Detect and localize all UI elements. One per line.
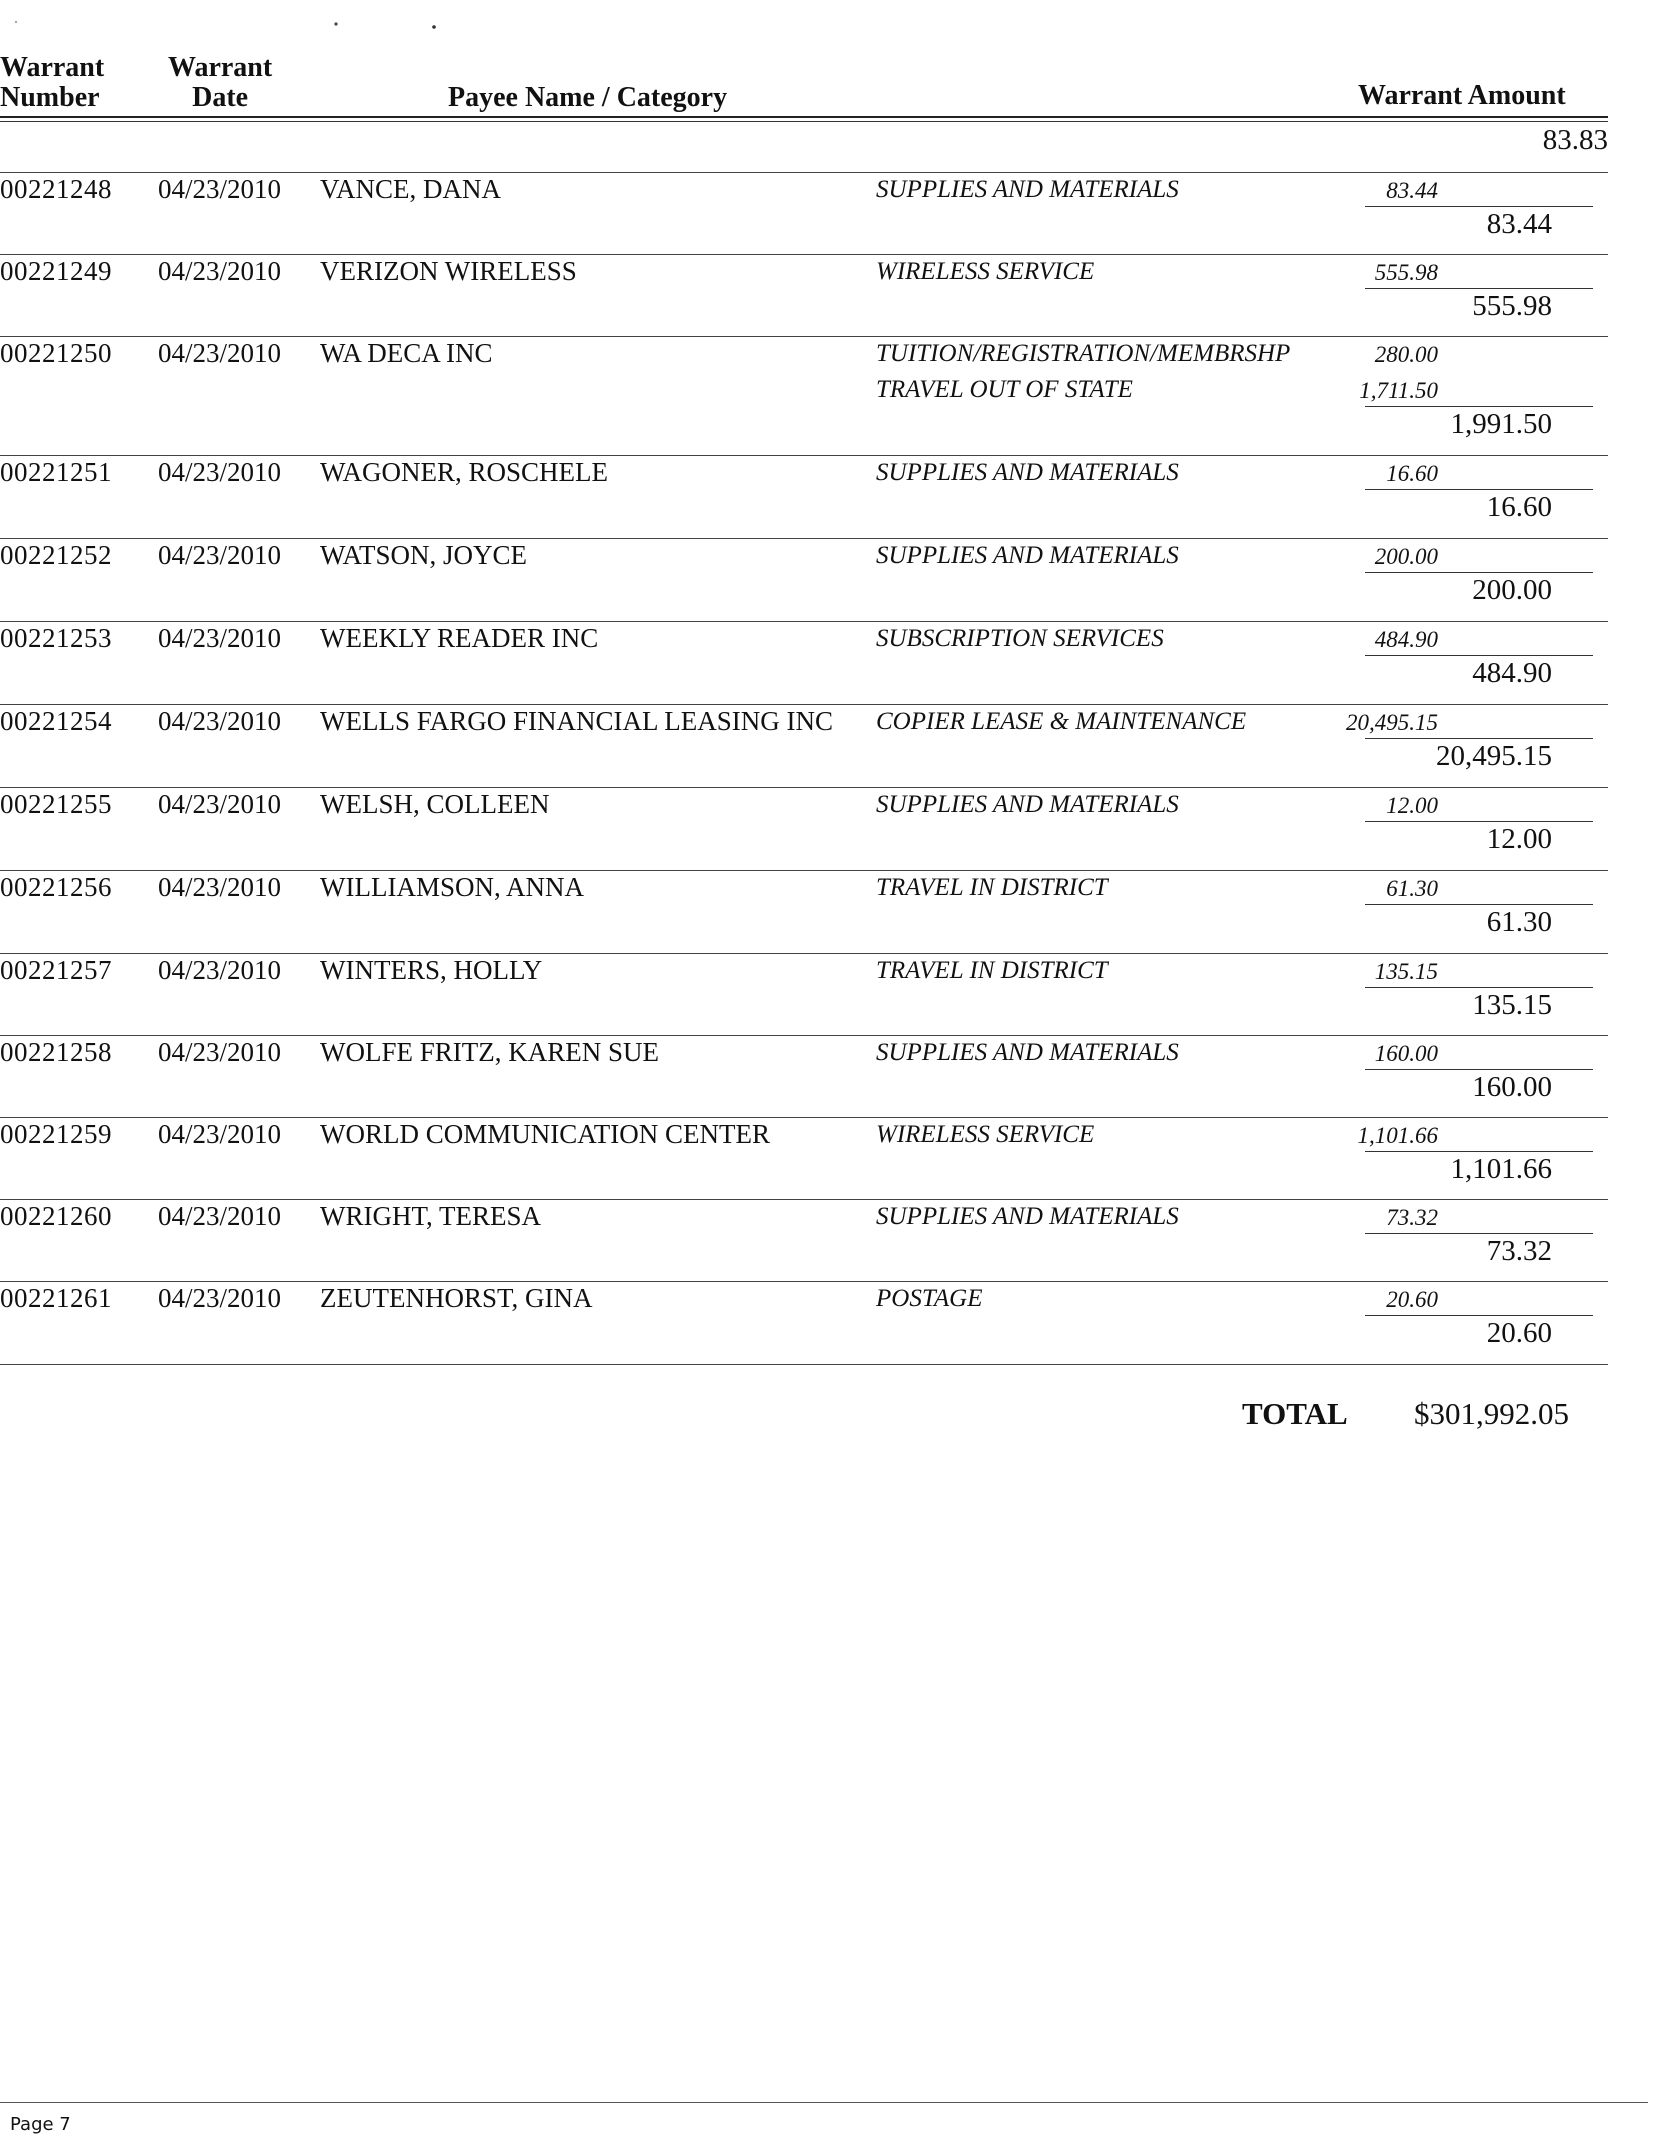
warrant-number: 00221250 [0, 338, 112, 368]
row-divider [0, 953, 1608, 954]
warrant-total: 555.98 [1472, 290, 1552, 322]
warrant-number: 00221248 [0, 174, 112, 204]
row-divider [0, 870, 1608, 871]
total-value: $301,992.05 [1414, 1396, 1569, 1431]
payee-name: WAGONER, ROSCHELE [320, 457, 608, 487]
distribution-amount: 135.15 [1374, 959, 1438, 984]
warrant-date: 04/23/2010 [158, 174, 282, 204]
category: SUPPLIES AND MATERIALS [876, 176, 1179, 203]
subtotal-rule [1365, 987, 1593, 988]
warrant-number: 00221251 [0, 457, 112, 487]
subtotal-rule [1365, 572, 1593, 573]
warrant-total: 20.60 [1486, 1317, 1552, 1349]
warrant-number: 00221258 [0, 1037, 112, 1067]
payee-name: WA DECA INC [320, 338, 493, 368]
warrant-date: 04/23/2010 [158, 338, 282, 368]
warrant-number: 00221254 [0, 706, 112, 736]
subtotal-rule [1365, 1151, 1593, 1152]
page-number: Page 7 [10, 2114, 71, 2135]
warrant-number: 00221249 [0, 256, 112, 286]
row-divider [0, 704, 1608, 705]
payee-name: WOLFE FRITZ, KAREN SUE [320, 1037, 659, 1067]
row-divider [0, 1199, 1608, 1200]
header-payee-category: Payee Name / Category [448, 82, 728, 113]
warrant-date: 04/23/2010 [158, 540, 282, 570]
distribution-amount: 20.60 [1386, 1287, 1438, 1312]
header-warrant-amount: Warrant Amount [1358, 80, 1566, 111]
payee-name: WELSH, COLLEEN [320, 789, 550, 819]
subtotal-rule [1365, 821, 1593, 822]
row-divider [0, 336, 1608, 337]
warrant-date: 04/23/2010 [158, 1201, 282, 1231]
carry-over-total: 83.83 [1542, 124, 1608, 156]
header-warrant-date: Warrant Date [168, 52, 273, 113]
warrant-date: 04/23/2010 [158, 1283, 282, 1313]
category: SUPPLIES AND MATERIALS [876, 459, 1179, 486]
category: SUPPLIES AND MATERIALS [876, 542, 1179, 569]
subtotal-rule [1365, 1315, 1593, 1316]
distribution-amount: 83.44 [1386, 178, 1438, 203]
warrant-date: 04/23/2010 [158, 457, 282, 487]
total-label: TOTAL [1242, 1396, 1348, 1431]
distribution-amount: 1,711.50 [1359, 378, 1438, 403]
subtotal-rule [1365, 1069, 1593, 1070]
distribution-amount: 200.00 [1374, 544, 1438, 569]
warrant-number: 00221253 [0, 623, 112, 653]
warrant-date: 04/23/2010 [158, 1037, 282, 1067]
warrant-total: 16.60 [1486, 491, 1552, 523]
row-divider [0, 455, 1608, 456]
category: TUITION/REGISTRATION/MEMBRSHP [876, 340, 1291, 367]
warrant-date: 04/23/2010 [158, 789, 282, 819]
warrant-total: 1,991.50 [1450, 408, 1552, 440]
distribution-amount: 1,101.66 [1357, 1123, 1438, 1148]
warrant-number: 00221261 [0, 1283, 112, 1313]
payee-name: VERIZON WIRELESS [320, 256, 577, 286]
category: SUPPLIES AND MATERIALS [876, 1039, 1179, 1066]
warrant-total: 200.00 [1472, 574, 1552, 606]
warrant-total: 160.00 [1472, 1071, 1552, 1103]
warrant-number: 00221259 [0, 1119, 112, 1149]
subtotal-rule [1365, 489, 1593, 490]
warrant-total: 73.32 [1486, 1235, 1552, 1267]
category: COPIER LEASE & MAINTENANCE [876, 708, 1247, 735]
subtotal-rule [1365, 738, 1593, 739]
distribution-amount: 484.90 [1374, 627, 1438, 652]
payee-name: WELLS FARGO FINANCIAL LEASING INC [320, 706, 833, 736]
distribution-amount: 555.98 [1374, 260, 1438, 285]
category: SUPPLIES AND MATERIALS [876, 1203, 1179, 1230]
warrant-date: 04/23/2010 [158, 623, 282, 653]
row-divider [0, 172, 1608, 173]
subtotal-rule [1365, 655, 1593, 656]
warrant-total: 20,495.15 [1436, 740, 1552, 772]
warrant-number: 00221256 [0, 872, 112, 902]
distribution-amount: 73.32 [1386, 1205, 1438, 1230]
category: TRAVEL IN DISTRICT [876, 957, 1108, 984]
warrant-number: 00221257 [0, 955, 112, 985]
warrant-date: 04/23/2010 [158, 256, 282, 286]
category: POSTAGE [876, 1285, 983, 1312]
header-rule [0, 116, 1608, 118]
warrant-number: 00221260 [0, 1201, 112, 1231]
warrant-total: 135.15 [1472, 989, 1552, 1021]
row-divider [0, 538, 1608, 539]
distribution-amount: 61.30 [1386, 876, 1438, 901]
row-divider [0, 254, 1608, 255]
warrant-date: 04/23/2010 [158, 872, 282, 902]
warrant-date: 04/23/2010 [158, 955, 282, 985]
category: TRAVEL IN DISTRICT [876, 874, 1108, 901]
subtotal-rule [1365, 406, 1593, 407]
warrant-number: 00221255 [0, 789, 112, 819]
payee-name: WATSON, JOYCE [320, 540, 528, 570]
distribution-amount: 12.00 [1386, 793, 1438, 818]
warrant-total: 83.44 [1486, 208, 1552, 240]
footer-rule [0, 2102, 1648, 2103]
subtotal-rule [1365, 904, 1593, 905]
row-divider [0, 1035, 1608, 1036]
payee-name: WEEKLY READER INC [320, 623, 599, 653]
warrant-total: 61.30 [1486, 906, 1552, 938]
row-divider [0, 787, 1608, 788]
distribution-amount: 280.00 [1374, 342, 1438, 367]
category: SUPPLIES AND MATERIALS [876, 791, 1179, 818]
category: WIRELESS SERVICE [876, 1121, 1095, 1148]
warrant-date: 04/23/2010 [158, 706, 282, 736]
category: WIRELESS SERVICE [876, 258, 1095, 285]
distribution-amount: 16.60 [1386, 461, 1438, 486]
scan-specks [0, 0, 500, 40]
distribution-amount: 20,495.15 [1346, 710, 1438, 735]
header-warrant-number: Warrant Number [0, 52, 105, 113]
payee-name: ZEUTENHORST, GINA [320, 1283, 593, 1313]
warrant-total: 1,101.66 [1450, 1153, 1552, 1185]
payee-name: WILLIAMSON, ANNA [320, 872, 584, 902]
distribution-amount: 160.00 [1374, 1041, 1438, 1066]
subtotal-rule [1365, 1233, 1593, 1234]
row-divider [0, 621, 1608, 622]
subtotal-rule [1365, 206, 1593, 207]
payee-name: WRIGHT, TERESA [320, 1201, 541, 1231]
warrant-date: 04/23/2010 [158, 1119, 282, 1149]
subtotal-rule [1365, 288, 1593, 289]
category: TRAVEL OUT OF STATE [876, 376, 1133, 403]
payee-name: VANCE, DANA [320, 174, 502, 204]
payee-name: WORLD COMMUNICATION CENTER [320, 1119, 770, 1149]
payee-name: WINTERS, HOLLY [320, 955, 543, 985]
warrant-total: 484.90 [1472, 657, 1552, 689]
warrant-total: 12.00 [1486, 823, 1552, 855]
row-divider [0, 1117, 1608, 1118]
category: SUBSCRIPTION SERVICES [876, 625, 1164, 652]
table-bottom-rule [0, 1364, 1608, 1365]
warrant-number: 00221252 [0, 540, 112, 570]
row-divider [0, 1281, 1608, 1282]
